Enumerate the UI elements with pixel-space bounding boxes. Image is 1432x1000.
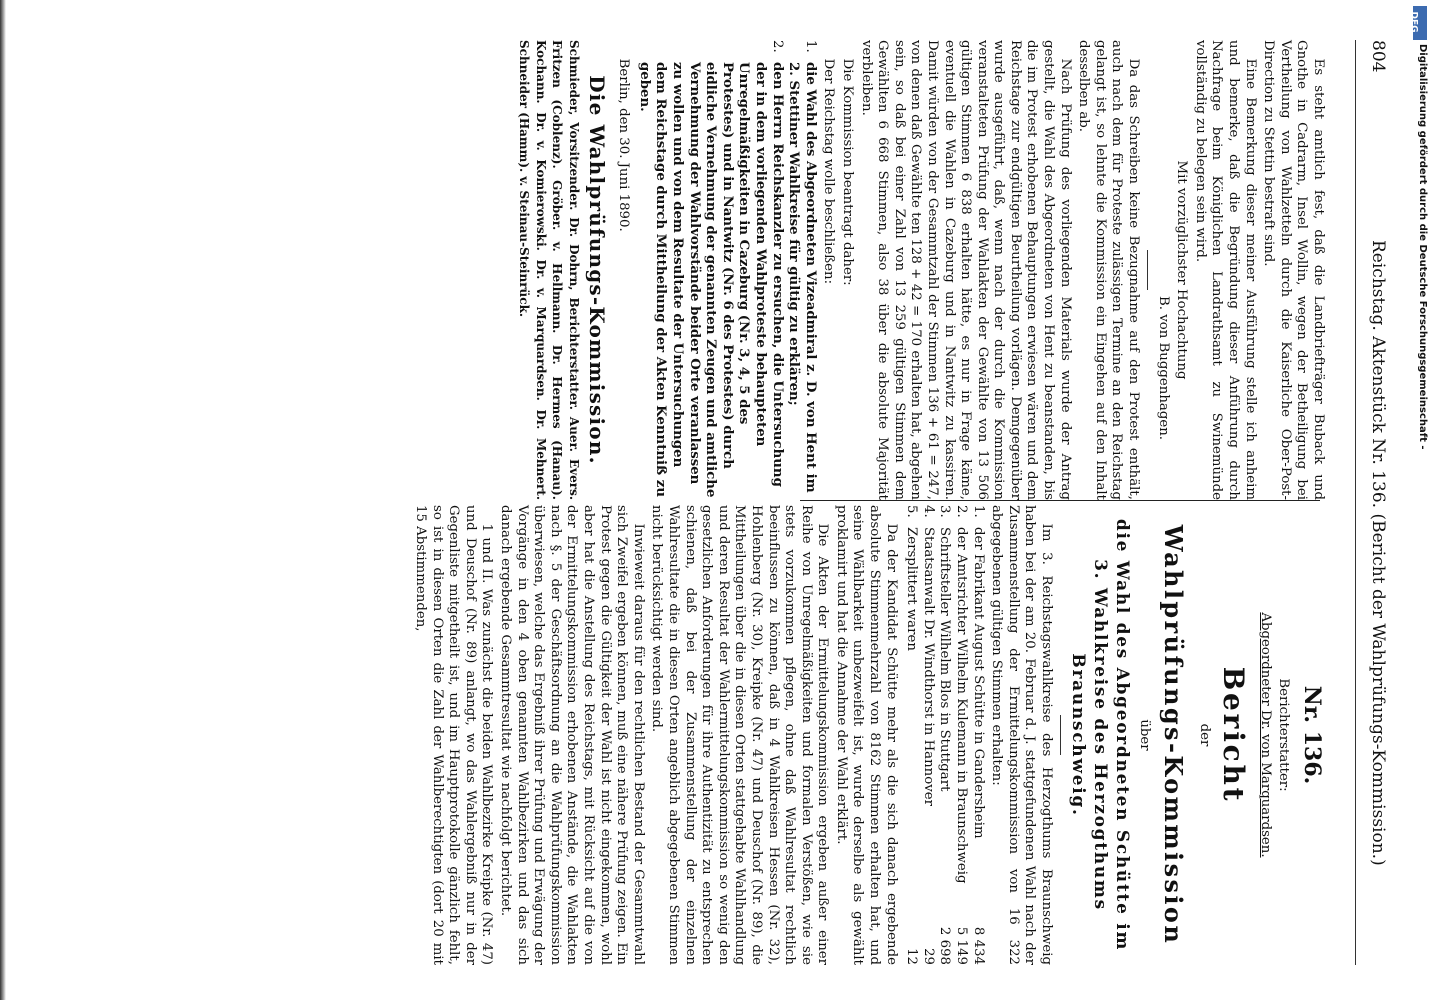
dfg-logo-badge bbox=[1408, 6, 1427, 40]
paragraph: Da das Schreiben keine Bezugnahme auf den Protest enthält, auch nach dem für Proteste zulässigen Termine an den Reichstag gelangt ist, so lehnte die Kommission ein Eingehen auf den Inhalt desselben ab. bbox=[1076, 40, 1142, 500]
item-text: die Wahl des Abgeordneten Vizeadmiral z. D. von Hent im 2. Stettiner Wahlkreise für gültig zu erklären; bbox=[786, 62, 818, 493]
vote-count: 29 bbox=[920, 948, 936, 965]
member-list: Schmieder, Vorsitzender. Dr. Dohrn, Berichterstatter. Auer. Evers. Fritzen (Coblenz). Gröber. v. Hellmann. Dr. Hermes (Hanau). Kochann. Dr. v. Komierowski. Dr. v. Marquardsen. Dr. Mehnert. Schneider (Hamm). v. Steinau-Steinrück. bbox=[517, 40, 582, 500]
item-text: den Herrn Reichskanzler zu ersuchen, die Untersuchung der in dem vorliegenden Wahlproteste behaupteten Unregelmäßigkeiten in Cazeburg (Nr. 3, 4, 5 des Protestes) und in Nantwitz (Nr. 6 des Protestes) durch eidliche Vernehmung der genannten Zeugen und amtliche Vernehmung der Wahlvorstände beider Orte veranlassen zu wollen und von dem Resultate der Untersuchungen dem Reichstage durch Mittheilung der Akten Kenntniß zu geben. bbox=[636, 62, 785, 498]
candidate-name: der Amtsrichter Wilhelm Kulemann in Braunschweig bbox=[954, 527, 970, 884]
commission-title: Die Wahlprüfungs-Kommission. bbox=[584, 75, 609, 465]
document-number: Nr. 136. bbox=[1299, 685, 1325, 785]
header-rule bbox=[1355, 40, 1356, 965]
dfg-badge-label: DFG bbox=[1408, 11, 1419, 33]
digitization-credit: Digitalisierung gefördert durch die Deutsche Forschungsgemeinschaft - bbox=[1417, 44, 1428, 450]
vote-count: 12 bbox=[904, 948, 920, 965]
paragraph: Die Kommission beantragt daher: bbox=[839, 58, 855, 286]
paragraph: 1 und II. Was zunächst die beiden Wahlbezirke Kreipke (Nr. 47) und Deuschof (Nr. 89) anlangt, wo das Wahlergebniß nur in der Gegenliste mitgetheilt ist, und im Hauptprotokolle gänzlich fehlt, so ist in diesen Orten die Zahl der Wahlberechtigten (dort 20 mit 15 Abstimmenden, bbox=[413, 505, 495, 965]
vote-count: 8 434 bbox=[970, 926, 986, 965]
column-divider bbox=[800, 500, 1320, 501]
paragraph: Es steht amtlich fest, daß die Landbriefträger Buback und Gnothe in Cadrarm, Insel Wollin, wegen der Betheiligung bei Vertheilung von Wahlzetteln durch die Kaiserliche Ober-Post-Direction zu Stettin bestraft sind. bbox=[1261, 40, 1326, 500]
result-number: 1. bbox=[970, 505, 986, 518]
running-title: Reichstag. Aktenstück Nr. 136. (Bericht der Wahlprüfungs-Kommission.) bbox=[1368, 240, 1388, 866]
result-row bbox=[952, 505, 969, 965]
result-row bbox=[969, 505, 986, 965]
title-ueber: über bbox=[1136, 719, 1152, 751]
election-results bbox=[903, 505, 986, 965]
rapporteur: Abgeordneter Dr. von Marquardsen. bbox=[1257, 612, 1273, 858]
commission-heading: Wahlprüfungs-Kommission bbox=[1158, 524, 1188, 946]
vote-count: 2 698 bbox=[937, 926, 953, 965]
list-item bbox=[635, 40, 784, 500]
candidate-name: Staatsanwalt Dr. Windthorst in Hannover bbox=[920, 527, 936, 806]
motion-list bbox=[635, 40, 818, 500]
paragraph: Die Akten der Ermittelungskommission ergeben außer einer Reihe von Unregelmäßigkeiten und formalen Verstößen, wie sie stets vorzukommen pflegen, ohne daß Wahlresultat rechtlich beeinflussen zu können, daß in 4 Wahlkreisen Hessen (Nr. 32), Hohlenberg (Nr. 30), Kreipke (Nr. 47) und Deuschof (Nr. 89), die Mittheilungen über die in diesen Orten stattgehabte Wahlhandlung und deren Resultat der Wahlermittelungskommission so wenig den gesetzlichen Anforderungen für ihre Authentizität zu entsprechen schienen, daß bei der Zusammenstellung der einzelnen Wahlresultate die in diesen Orten angeblich abgegebenen Stimmen nicht berücksichtigt werden sind. bbox=[649, 505, 831, 965]
candidate-name: Zersplittert waren bbox=[904, 527, 920, 651]
rapporteur-label: Berichterstatter: bbox=[1276, 678, 1292, 792]
result-number: 2. bbox=[954, 505, 970, 518]
report-subject: die Wahl des Abgeordneten Schütte im 3. Wahlkreise des Herzogthums Braunschweig. bbox=[1068, 518, 1133, 952]
item-number: 2. bbox=[769, 40, 785, 53]
report-title: Bericht bbox=[1217, 666, 1251, 804]
paragraph: Eine Bemerkung dieser meiner Ausführung stelle ich anheim und bemerke, daß die Begründung dieser Anführung durch Nachfrage beim Königlichen Landrathsamt zu Swinemünde vollständig zu belegen sein wird. bbox=[1192, 40, 1258, 500]
paragraph: Der Reichstag wolle beschließen: bbox=[821, 58, 837, 285]
paragraph: Inwieweit daraus für den rechtlichen Bestand der Gesammtwahl sich Zweifel ergeben können, muß eine nähere Prüfung zeigen. Ein Protest gegen die Gültigkeit der Wahl ist nicht eingekommen, wohl aber hat die Anstellung des Reichstags, mit Rücksicht auf die von der Ermittelungskommission erhobenen Anstände, die Wahlakten nach §. 5 der Geschäftsordnung an die Wahlprüfungskommission überwiesen, welche das Ergebniß ihrer Prüfung und Erwägung der Vorgänge in den 4 oben genannten Wahlbezirken und das sich danach ergebende Gesammtresultat wie nachfolgt berichtet. bbox=[498, 505, 646, 965]
vote-count: 5 149 bbox=[954, 926, 970, 965]
paragraph: Im 3. Reichstagswahlkreise des Herzogthums Braunschweig haben bei der am 20. Februar d. J. stattgefundenen Wahl nach der Zusammenstellung der Ermittelungskommission von 16 322 abgegebenen gültigen Stimmen erhalten: bbox=[989, 505, 1055, 965]
separator bbox=[1060, 715, 1061, 755]
list-item bbox=[785, 40, 818, 500]
result-number: 4. bbox=[920, 505, 936, 518]
left-column bbox=[514, 40, 1326, 500]
result-row bbox=[936, 505, 953, 965]
candidate-name: der Fabrikant August Schütte in Gandersheim bbox=[970, 527, 986, 839]
paragraph: Da der Kandidat Schütte mehr als die sich danach ergebende absolute Stimmenmehrzahl von 8162 Stimmen erhalten hat, und seine Wählbarkeit unbezweifelt ist, wurde derselbe als gewählt proklamirt und hat die Annahme der Wahl erklärt. bbox=[833, 505, 899, 965]
separator bbox=[1147, 250, 1148, 290]
candidate-name: Schriftsteller Wilhelm Blos in Stuttgart bbox=[937, 527, 953, 792]
letter-signature: B. von Buggenhagen. bbox=[1155, 296, 1171, 440]
running-header bbox=[1362, 40, 1392, 965]
result-number: 5. bbox=[904, 505, 920, 518]
title-der: der bbox=[1197, 723, 1213, 747]
result-row bbox=[903, 505, 920, 965]
result-row bbox=[919, 505, 936, 965]
greeting: Mit vorzüglichster Hochachtung bbox=[1174, 160, 1190, 380]
result-number: 3. bbox=[937, 505, 953, 518]
item-number: 1. bbox=[802, 40, 818, 53]
page-number: 804 bbox=[1368, 40, 1388, 73]
right-column bbox=[409, 505, 1326, 965]
paragraph: Nach Prüfung des vorliegenden Materials wurde der Antrag gestellt, die Wahl des Abgeordneten von Hent zu beanstanden, bis die im Protest erhobenen Behauptungen erwiesen wären und dem Reichstage zur endgültigen Beurtheilung vorlägen. Demgegenüber wurde ausgeführt, daß, wenn nach der durch die Kommission veranstalteten Prüfung der Wahlakten der Gewählte von 13 506 gültigen Stimmen 6 838 erhalten hätte, es nur in Frage käme, eventuell die Wahlen in Cazeburg und in Nantwitz zu kassiren. Damit würden von der Gesammtzahl der Stimmen 136 + 61 = 247, von denen daß Gewählte ten 128 + 42 = 170 erhalten hat, abgehen sein, so daß bei einer Zahl von 13 259 gültigen Stimmen dem Gewählten 6 668 Stimmen, also 38 über die absolute Majorität verbleiben. bbox=[858, 40, 1073, 500]
place-date: Berlin, den 30. Juni 1890. bbox=[616, 58, 632, 232]
